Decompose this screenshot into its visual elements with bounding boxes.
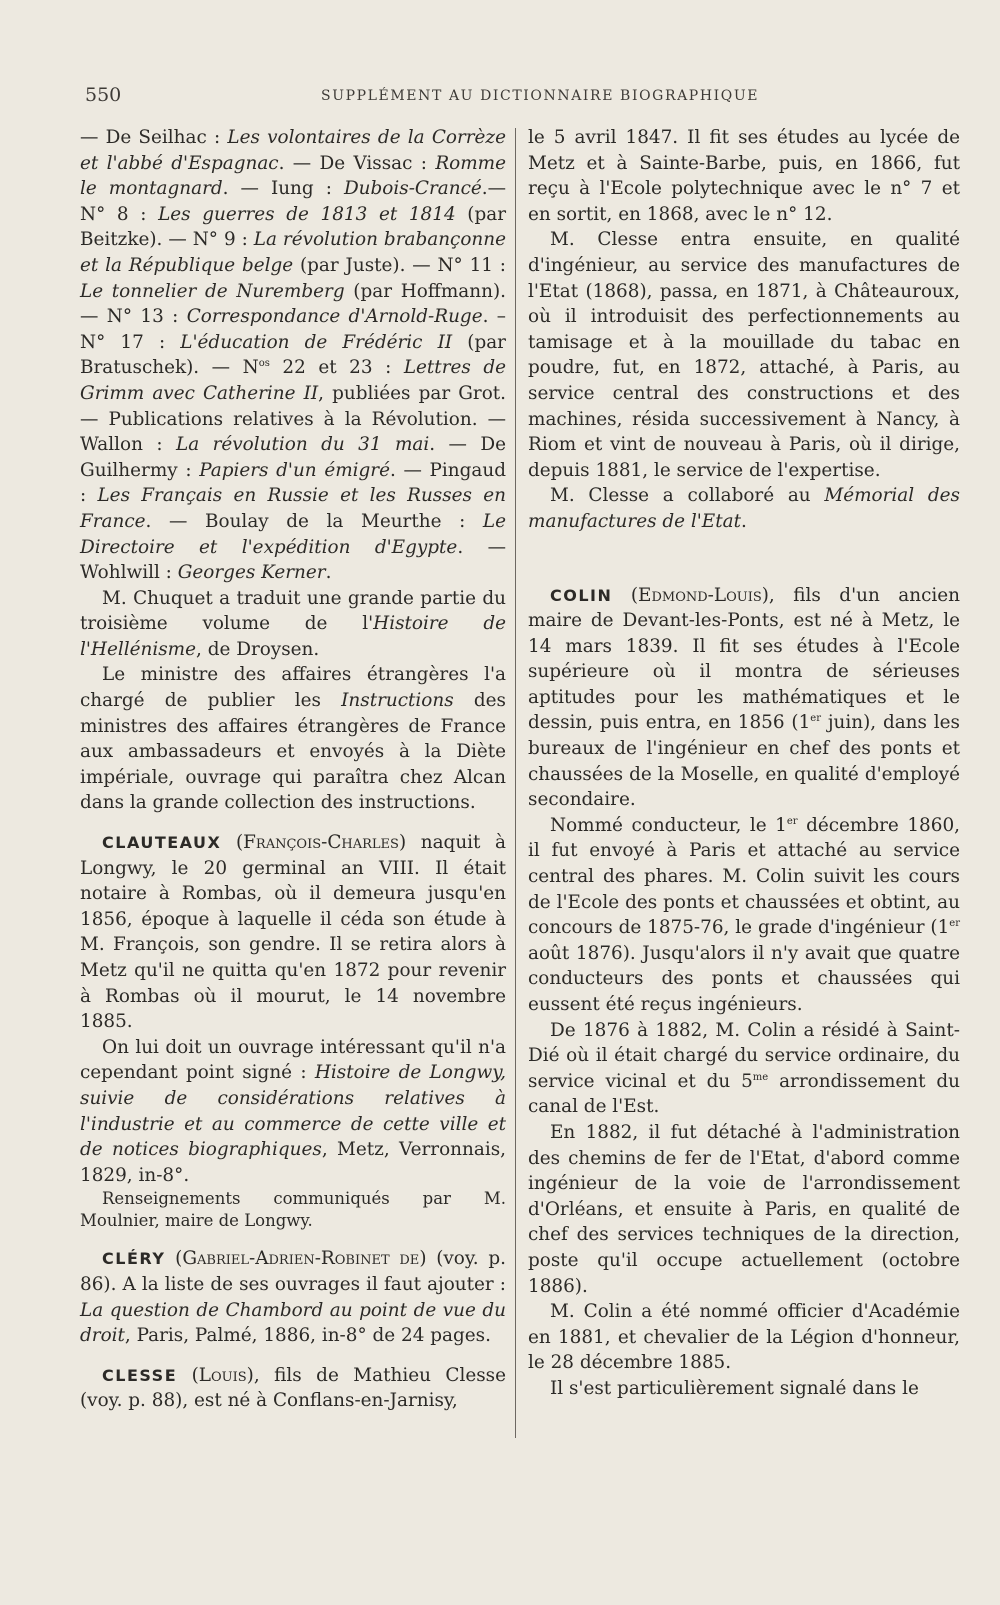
italic-text-run: Les volontaires de la Corrèze et l'abbé d'Espagnac (80, 127, 506, 174)
text-run: . — De Guilhermy : (80, 434, 507, 481)
italic-text-run: Les Français en Russie et les Russes en France (80, 485, 506, 532)
text-run: , publiées par Grot. — Publications relatives à la Révolution. — Wallon : (80, 382, 506, 456)
text-run: (par Hoffmann). — N° 13 : (80, 280, 506, 328)
text-run: — De Seilhac : (80, 127, 228, 148)
italic-text-run: La question de Chambord au point de vue du droit (80, 1299, 506, 1347)
italic-text-run: Lettres de Grimm avec Catherine II (80, 357, 506, 404)
text-run: 22 et 23 : (269, 357, 404, 379)
right-column (528, 125, 960, 1402)
italic-text-run: La révolution du 31 mai (176, 434, 430, 456)
italic-text-run: Les guerres de 1813 et 1814 (158, 203, 456, 225)
italic-text-run: Romme le montagnard (80, 152, 506, 200)
chuquet-translation-paragraph (80, 586, 506, 663)
text-run: Edmond-Louis (638, 584, 762, 606)
text-run: ( (165, 1248, 183, 1270)
text-run: François-Charles (243, 832, 399, 854)
text-run: . (740, 510, 747, 532)
italic-text-run: L'éducation de Frédéric II (180, 331, 453, 353)
text-run: . — Pingaud : (80, 459, 506, 507)
text-run: ), fils d'un ancien maire de Devant-les-Ponts, est né à Metz, le 14 mars 1839. Il fit ses études à l'Ecole supérieure où il montra de sérieuses aptitudes pour les mathématiques et le dessin, puis entra, en 1856 (1 (528, 584, 960, 734)
text-run: os (258, 358, 270, 370)
text-run: . — De Vissac : (278, 152, 436, 174)
text-run: décembre 1860, il fut envoyé à Paris et attaché au service central des phares. M. Colin suivit les cours de l'Ecole des ponts et chaussées et obtint, au concours de 1875-76, le grade d'ingénieur (1 (528, 814, 960, 939)
entry-name: CLÉRY (102, 1249, 166, 1269)
column-divider (515, 128, 516, 1438)
text-run: M. Clesse entra ensuite, en qualité d'ingénieur, au service des manufactures de l'Etat (1868), passa, en 1871, à Châteauroux, où il introduisit des perfectionnements au tamisage et à la mouillade du tabac en poudre, fut, en 1872, attaché, à Paris, au service central des constructions et des machines, résida successivement à Nancy, à Riom et vint de nouveau à Paris, où il dirige, depuis 1881, le service de l'expertise. (528, 229, 960, 481)
text-run: Gabriel-Adrien-Robinet de (182, 1248, 420, 1270)
text-run: (par Juste). — N° 11 : (293, 254, 506, 276)
clesse-career-paragraph (528, 227, 960, 483)
italic-text-run: Georges Kerner (177, 562, 326, 584)
italic-text-run: Le Directoire et l'expédition d'Egypte (80, 510, 506, 558)
text-run: . — Wohlwill : (80, 536, 506, 584)
text-run: De 1876 à 1882, M. Colin a résidé à Saint-Dié où il était chargé du service ordinaire, du service vicinal et du 5 (528, 1019, 960, 1092)
chuquet-minister-paragraph (80, 662, 506, 816)
text-run: , Paris, Palmé, 1886, in-8° de 24 pages. (124, 1325, 491, 1347)
colin-entry (528, 583, 960, 813)
running-title: SUPPLÉMENT AU DICTIONNAIRE BIOGRAPHIQUE (321, 88, 760, 104)
italic-text-run: La révolution brabançonne et la République belge (80, 229, 506, 276)
text-run: . (325, 562, 332, 584)
text-run: des ministres des affaires étrangères de France aux ambassadeurs et envoyés à la Diète impériale, ouvrage qui paraîtra chez Alcan dans la grande collection des instructions. (80, 690, 506, 814)
text-run: ( (612, 584, 639, 606)
text-run: Le ministre des affaires étrangères l'a chargé de publier les (80, 664, 506, 712)
text-run: . — Iung : (222, 178, 344, 200)
text-run: août 1876). Jusqu'alors il n'y avait que quatre conducteurs des ponts et chaussées qui eussent été reçus ingénieurs. (528, 942, 960, 1015)
text-run: On lui doit un ouvrage intéressant qu'il n'a cependant point signé : (80, 1036, 506, 1084)
page-header (85, 84, 945, 108)
text-run: er (810, 713, 821, 725)
italic-text-run: Dubois-Crancé (343, 178, 482, 200)
colin-honors-paragraph (528, 1299, 960, 1376)
clauteaux-work-paragraph (80, 1035, 506, 1189)
italic-text-run: Le tonnelier de Nuremberg (80, 280, 345, 302)
italic-text-run: Histoire de Longwy, suivie de considérations relatives à l'industrie et au commerce de cette ville et de notices biographiques (80, 1062, 506, 1161)
text-run: Il s'est particulièrement signalé dans le (550, 1377, 919, 1399)
clauteaux-entry (80, 830, 506, 1035)
italic-text-run: Mémorial des manufactures de l'Etat (528, 485, 960, 532)
text-run: . — Boulay de la Meurthe : (145, 510, 483, 532)
text-run: er (949, 918, 960, 930)
colin-saint-die-paragraph (528, 1018, 960, 1120)
text-run: (par Bratuschek). — N (80, 331, 506, 379)
text-run: Renseignements communiqués par M. Moulnier, maire de Longwy. (80, 1189, 506, 1231)
text-run: Nommé conducteur, le 1 (550, 814, 787, 836)
clesse-entry-start (80, 1363, 506, 1414)
colin-final-paragraph (528, 1376, 960, 1402)
text-run: arrondissement du canal de l'Est. (528, 1070, 960, 1118)
page-number: 550 (85, 84, 122, 106)
text-run: juin), dans les bureaux de l'ingénieur en chef des ponts et chaussées de la Moselle, en qualité d'employé secondaire. (528, 712, 960, 811)
text-run: , de Droysen. (196, 638, 320, 660)
text-run: M. Chuquet a traduit une grande partie du troisième volume de l' (80, 587, 506, 635)
entry-name: CLAUTEAUX (102, 833, 222, 853)
text-run: ( (221, 832, 244, 854)
text-run: ) (voy. p. 86). A la liste de ses ouvrages il faut ajouter : (80, 1248, 506, 1295)
text-run: ) naquit à Longwy, le 20 germinal an VIII. Il était notaire à Rombas, où il demeura jusqu'en 1856, époque à laquelle il céda son étude à M. François, son gendre. Il se retira alors à Metz qu'il ne quitta qu'en 1872 pour revenir à Rombas où il mourut, le 14 novembre 1885. (80, 832, 506, 1033)
clauteaux-source-note (80, 1188, 506, 1232)
italic-text-run: Instructions (341, 690, 454, 712)
entry-name: CLESSE (102, 1365, 178, 1385)
colin-1882-paragraph (528, 1120, 960, 1299)
text-run: me (752, 1071, 769, 1083)
text-run: . – N° 17 : (80, 306, 506, 353)
text-run: le 5 avril 1847. Il fit ses études au lycée de Metz et à Sainte-Barbe, puis, en 1866, fut reçu à l'Ecole polytechnique avec le n° 7 et en sortit, en 1868, avec le n° 12. (528, 127, 960, 225)
colin-conducteur-paragraph (528, 813, 960, 1018)
text-run: er (786, 815, 798, 827)
text-run: .— N° 8 : (80, 178, 507, 225)
italic-text-run: Histoire de l'Hellénisme (80, 613, 506, 660)
chuquet-works-paragraph (80, 125, 506, 586)
text-run: ( (177, 1364, 199, 1386)
entry-name: COLIN (550, 585, 613, 605)
left-column (80, 125, 506, 1414)
text-run: , Metz, Verronnais, 1829, in-8°. (80, 1139, 506, 1186)
text-run: ), fils de Mathieu Clesse (voy. p. 88), est né à Conflans-en-Jarnisy, (80, 1364, 506, 1412)
text-run: M. Colin a été nommé officier d'Académie en 1881, et chevalier de la Légion d'honneur, le 28 décembre 1885. (528, 1301, 960, 1374)
italic-text-run: Correspondance d'Arnold-Ruge (186, 306, 483, 328)
text-run: M. Clesse a collaboré au (550, 485, 825, 507)
text-run: En 1882, il fut détaché à l'administration des chemins de fer de l'Etat, d'abord comme ingénieur de la voie de l'arrondissement d'Orléans, et ensuite à Paris, en qualité de chef des services techniques de la direction, poste qu'il occupe actuellement (octobre 1886). (528, 1121, 960, 1297)
clesse-entry-continued (528, 125, 960, 227)
text-run: (par Beitzke). — N° 9 : (80, 203, 506, 251)
clesse-memorial-paragraph (528, 483, 960, 534)
clery-entry (80, 1246, 506, 1348)
text-run: Louis (198, 1364, 247, 1386)
italic-text-run: Papiers d'un émigré (199, 459, 390, 481)
